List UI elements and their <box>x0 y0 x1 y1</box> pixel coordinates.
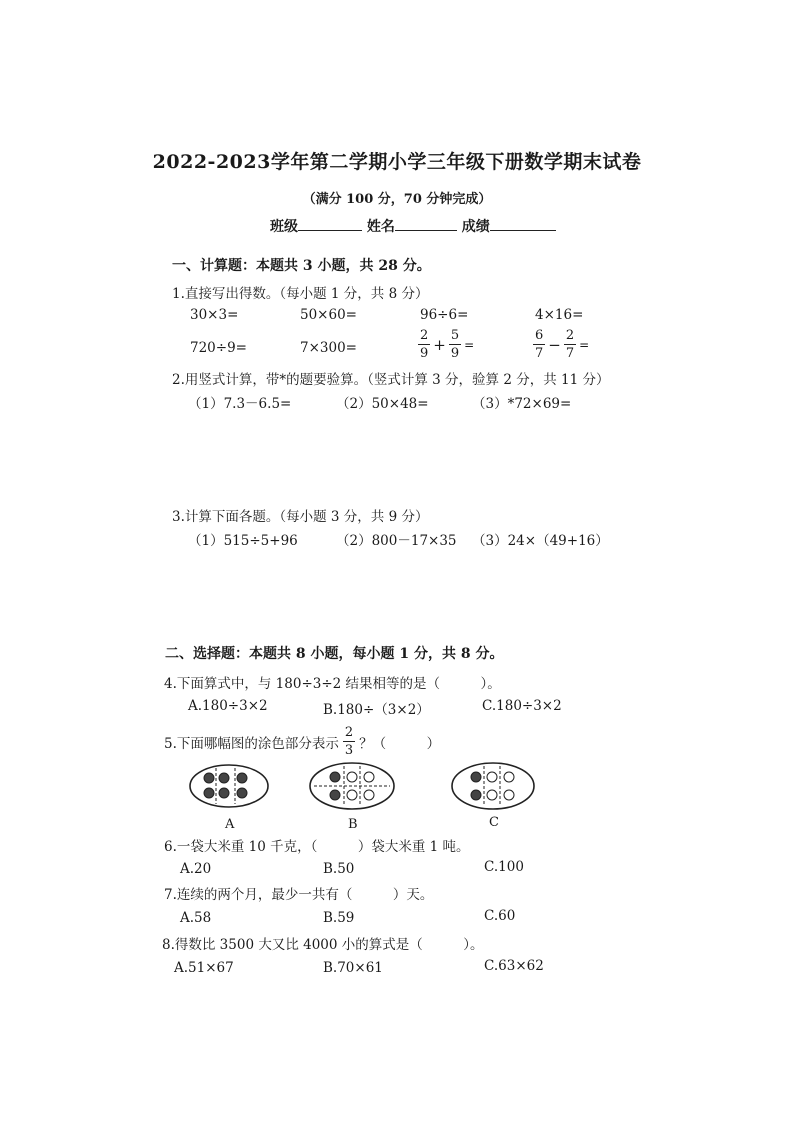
q3-item-2: （2）800－17×35 <box>336 533 457 549</box>
question-4-prompt: 4.下面算式中，与 180÷3÷2 结果相等的是（ ）。 <box>164 676 501 692</box>
question-6-prompt: 6.一袋大米重 10 千克，（ ）袋大米重 1 吨。 <box>164 839 470 855</box>
q1-item-3: 96÷6= <box>420 307 469 323</box>
q4-option-b: B.180÷（3×2） <box>323 702 430 718</box>
name-label: 姓名 <box>366 219 395 235</box>
q7-option-c: C.60 <box>484 908 516 924</box>
q1-item-7-fraction-sum: $\frac{2}{9}$ + $\frac{5}{9}$ = <box>420 328 475 361</box>
class-label: 班级 <box>270 219 298 235</box>
name-blank <box>395 216 457 231</box>
class-blank <box>298 216 362 231</box>
question-8-prompt: 8.得数比 3500 大又比 4000 小的算式是（ ）。 <box>162 937 484 953</box>
question-3-prompt: 3.计算下面各题。（每小题 3 分，共 9 分） <box>172 509 429 525</box>
q2-item-1: （1）7.3－6.5= <box>188 396 292 412</box>
figure-b-label: B <box>348 817 358 832</box>
figure-c-label: C <box>489 815 499 830</box>
q1-item-8-fraction-diff: $\frac{6}{7}$ − $\frac{2}{7}$ = <box>535 328 590 361</box>
page-title: 2022-2023学年第二学期小学三年级下册数学期末试卷 <box>152 151 642 173</box>
q4-option-c: C.180÷3×2 <box>482 698 562 714</box>
q8-option-b: B.70×61 <box>323 960 383 976</box>
question-7-prompt: 7.连续的两个月，最少一共有（ ）天。 <box>164 887 434 903</box>
figure-a-label: A <box>225 817 235 832</box>
q3-item-3: （3）24×（49+16） <box>472 533 609 549</box>
q1-item-1: 30×3= <box>190 307 239 323</box>
section-1-title: 一、计算题：本题共 3 小题，共 28 分。 <box>172 258 431 274</box>
fraction: $\frac{2}{7}$ <box>565 328 575 361</box>
q4-option-a: A.180÷3×2 <box>188 698 268 714</box>
q6-option-c: C.100 <box>484 859 524 875</box>
page-subtitle: （满分 100 分，70 分钟完成） <box>302 192 492 207</box>
q2-item-2: （2）50×48= <box>336 396 429 412</box>
student-info <box>270 216 556 236</box>
fraction: $\frac{5}{9}$ <box>450 328 460 361</box>
fraction: $\frac{2}{3}$ <box>344 725 354 758</box>
score-label: 成绩 <box>461 219 490 235</box>
q6-option-b: B.50 <box>323 861 355 877</box>
question-1-prompt: 1.直接写出得数。（每小题 1 分，共 8 分） <box>172 286 429 302</box>
figure-b-diagram <box>308 760 396 812</box>
q1-item-4: 4×16= <box>535 307 584 323</box>
figure-a-diagram <box>188 762 270 810</box>
q2-item-3: （3）*72×69= <box>472 396 572 412</box>
fraction: $\frac{2}{9}$ <box>420 328 429 361</box>
q7-option-a: A.58 <box>180 910 212 926</box>
q1-item-2: 50×60= <box>300 307 357 323</box>
q8-option-a: A.51×67 <box>174 960 234 976</box>
figure-c-diagram <box>450 760 536 812</box>
q1-item-5: 720÷9= <box>190 340 247 356</box>
q8-option-c: C.63×62 <box>484 958 544 974</box>
q1-item-6: 7×300= <box>300 340 357 356</box>
question-5-prompt: 5.下面哪幅图的涂色部分表示 $\frac{2}{3}$ ？（ ） <box>164 725 441 758</box>
score-blank <box>490 216 556 231</box>
question-2-prompt: 2.用竖式计算，带*的题要验算。（竖式计算 3 分，验算 2 分，共 11 分） <box>172 372 610 388</box>
q6-option-a: A.20 <box>180 861 212 877</box>
section-2-title: 二、选择题：本题共 8 小题，每小题 1 分，共 8 分。 <box>165 646 504 662</box>
q7-option-b: B.59 <box>323 910 355 926</box>
q3-item-1: （1）515÷5+96 <box>188 533 298 549</box>
fraction: $\frac{6}{7}$ <box>535 328 544 361</box>
